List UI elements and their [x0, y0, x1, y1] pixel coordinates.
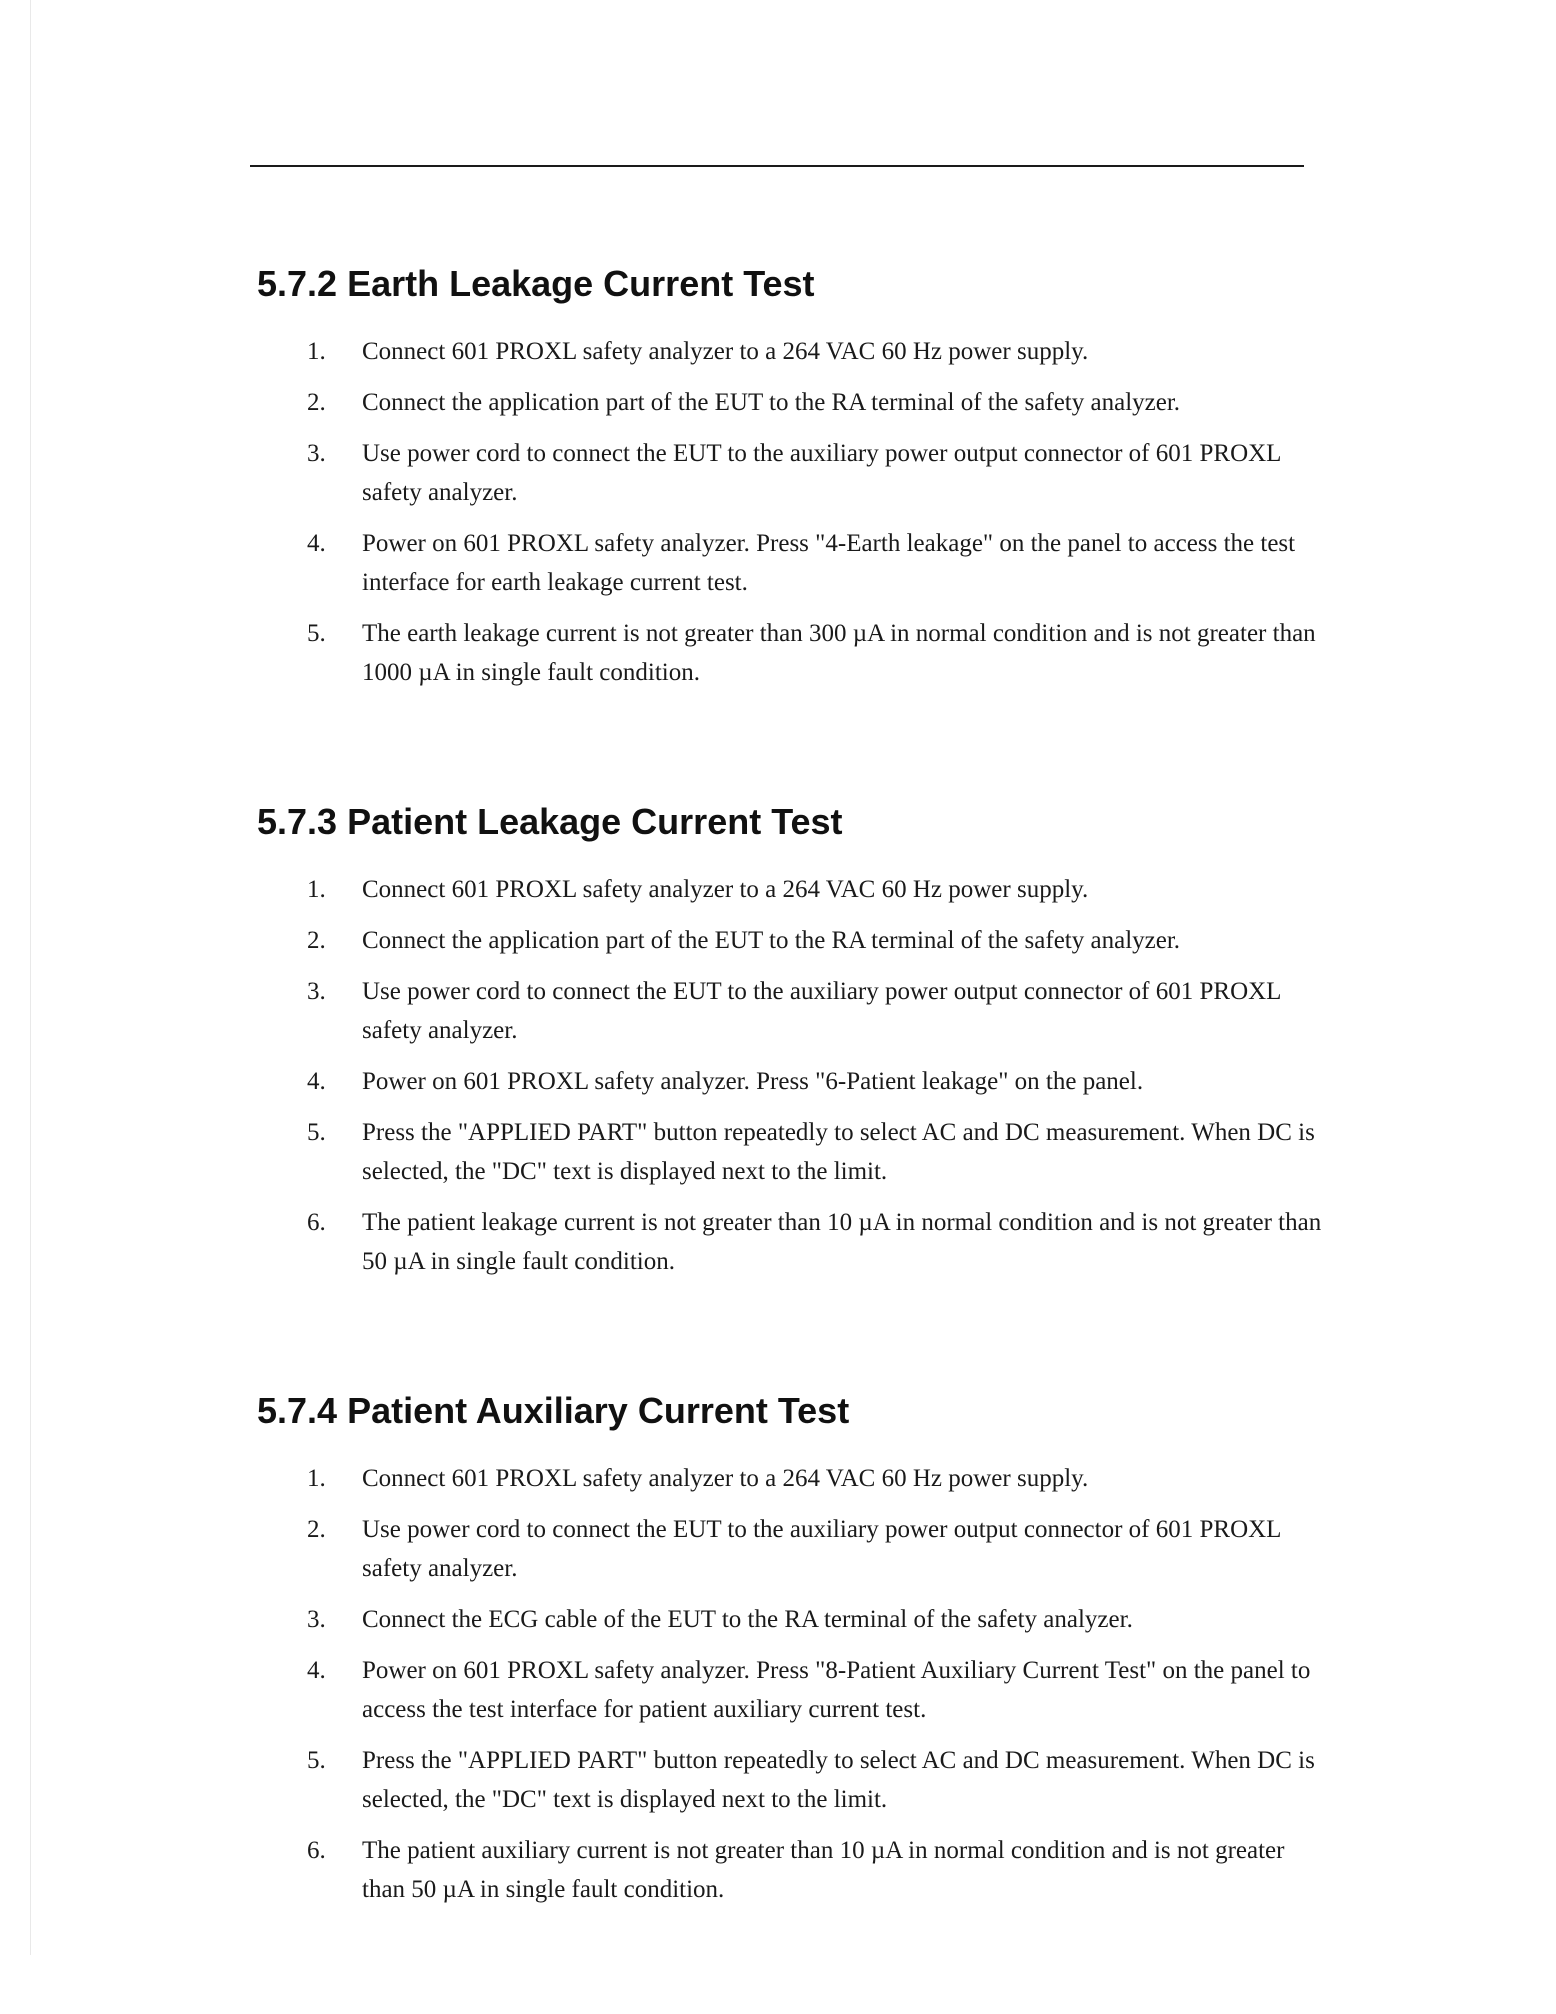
section-heading: 5.7.3 Patient Leakage Current Test — [257, 801, 843, 842]
section-patient-auxiliary — [257, 1389, 1327, 1921]
step-text: Power on 601 PROXL safety analyzer. Press "6-Patient leakage" on the panel. — [362, 1068, 1144, 1095]
step-number: 4. — [307, 530, 326, 557]
step-text: Power on 601 PROXL safety analyzer. Press "4-Earth leakage" on the panel to access the test interface for earth leakage current test. — [362, 530, 1296, 596]
section-heading: 5.7.2 Earth Leakage Current Test — [257, 263, 815, 304]
step-item — [257, 972, 1327, 1050]
step-number: 3. — [307, 978, 326, 1005]
step-item — [257, 332, 1327, 371]
step-number: 4. — [307, 1657, 326, 1684]
step-number: 5. — [307, 1119, 326, 1146]
step-text: Press the "APPLIED PART" button repeatedly to select AC and DC measurement. When DC is selected, the "DC" text is displayed next to the limit. — [362, 1747, 1315, 1813]
step-text: Connect 601 PROXL safety analyzer to a 264 VAC 60 Hz power supply. — [362, 876, 1089, 903]
step-text: Power on 601 PROXL safety analyzer. Press "8-Patient Auxiliary Current Test" on the panel to access the test interface for patient auxiliary current test. — [362, 1657, 1311, 1723]
step-text: Connect the ECG cable of the EUT to the RA terminal of the safety analyzer. — [362, 1606, 1133, 1633]
step-number: 4. — [307, 1068, 326, 1095]
step-item — [257, 434, 1327, 512]
step-text: Use power cord to connect the EUT to the auxiliary power output connector of 601 PROXL safety analyzer. — [362, 1516, 1281, 1582]
step-item — [257, 1062, 1327, 1101]
step-number: 2. — [307, 1516, 326, 1543]
step-item — [257, 1651, 1327, 1729]
page-edge-line — [30, 0, 31, 1955]
step-text: Press the "APPLIED PART" button repeatedly to select AC and DC measurement. When DC is selected, the "DC" text is displayed next to the limit. — [362, 1119, 1315, 1185]
step-text: Connect 601 PROXL safety analyzer to a 264 VAC 60 Hz power supply. — [362, 338, 1089, 365]
section-patient-leakage — [257, 800, 1327, 1293]
step-text: The patient leakage current is not greater than 10 µA in normal condition and is not greater than 50 µA in single fault condition. — [362, 1209, 1322, 1275]
step-item — [257, 524, 1327, 602]
step-item — [257, 1459, 1327, 1498]
step-text: Connect the application part of the EUT to the RA terminal of the safety analyzer. — [362, 389, 1181, 416]
section-earth-leakage — [257, 262, 1327, 704]
step-list — [257, 1459, 1327, 1909]
step-number: 6. — [307, 1209, 326, 1236]
step-text: Connect the application part of the EUT to the RA terminal of the safety analyzer. — [362, 927, 1181, 954]
step-text: Use power cord to connect the EUT to the auxiliary power output connector of 601 PROXL safety analyzer. — [362, 440, 1281, 506]
step-text: The earth leakage current is not greater than 300 µA in normal condition and is not greater than 1000 µA in single fault condition. — [362, 620, 1316, 686]
step-item — [257, 870, 1327, 909]
step-number: 2. — [307, 389, 326, 416]
step-text: Use power cord to connect the EUT to the auxiliary power output connector of 601 PROXL safety analyzer. — [362, 978, 1281, 1044]
step-item — [257, 1203, 1327, 1281]
step-text: The patient auxiliary current is not greater than 10 µA in normal condition and is not greater than 50 µA in single fault condition. — [362, 1837, 1285, 1903]
step-item — [257, 1831, 1327, 1909]
step-item — [257, 921, 1327, 960]
step-number: 5. — [307, 1747, 326, 1774]
step-number: 3. — [307, 1606, 326, 1633]
section-heading: 5.7.4 Patient Auxiliary Current Test — [257, 1390, 850, 1431]
step-number: 1. — [307, 1465, 326, 1492]
step-number: 2. — [307, 927, 326, 954]
step-number: 1. — [307, 876, 326, 903]
step-item — [257, 1741, 1327, 1819]
step-number: 6. — [307, 1837, 326, 1864]
step-list — [257, 332, 1327, 692]
step-number: 1. — [307, 338, 326, 365]
step-item — [257, 1600, 1327, 1639]
step-number: 3. — [307, 440, 326, 467]
step-text: Connect 601 PROXL safety analyzer to a 264 VAC 60 Hz power supply. — [362, 1465, 1089, 1492]
step-item — [257, 1510, 1327, 1588]
step-item — [257, 614, 1327, 692]
header-rule — [250, 165, 1304, 167]
step-item — [257, 383, 1327, 422]
step-number: 5. — [307, 620, 326, 647]
step-item — [257, 1113, 1327, 1191]
step-list — [257, 870, 1327, 1281]
